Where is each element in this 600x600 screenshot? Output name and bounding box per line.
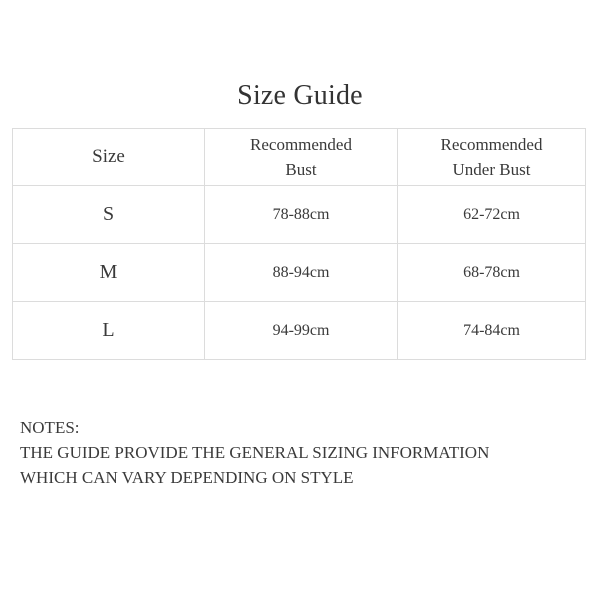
header-size: Size bbox=[13, 129, 205, 186]
notes-section bbox=[20, 415, 595, 490]
under-bust-cell: 68-78cm bbox=[398, 244, 586, 302]
under-bust-cell: 62-72cm bbox=[398, 186, 586, 244]
table-row bbox=[13, 186, 586, 244]
table-header-row bbox=[13, 129, 586, 186]
size-table bbox=[12, 128, 586, 360]
notes-heading: NOTES: bbox=[20, 418, 80, 437]
bust-cell: 88-94cm bbox=[205, 244, 398, 302]
page-title: Size Guide bbox=[237, 80, 363, 111]
header-recommended-under-bust: Recommended Under Bust bbox=[398, 129, 586, 186]
table-row bbox=[13, 244, 586, 302]
size-cell: S bbox=[13, 186, 205, 244]
size-cell: L bbox=[13, 302, 205, 360]
header-recommended-bust: Recommended Bust bbox=[205, 129, 398, 186]
under-bust-cell: 74-84cm bbox=[398, 302, 586, 360]
bust-cell: 78-88cm bbox=[205, 186, 398, 244]
bust-cell: 94-99cm bbox=[205, 302, 398, 360]
size-cell: M bbox=[13, 244, 205, 302]
notes-line: THE GUIDE PROVIDE THE GENERAL SIZING INFORMATION bbox=[20, 443, 490, 462]
notes-line: WHICH CAN VARY DEPENDING ON STYLE bbox=[20, 468, 354, 487]
table-row bbox=[13, 302, 586, 360]
